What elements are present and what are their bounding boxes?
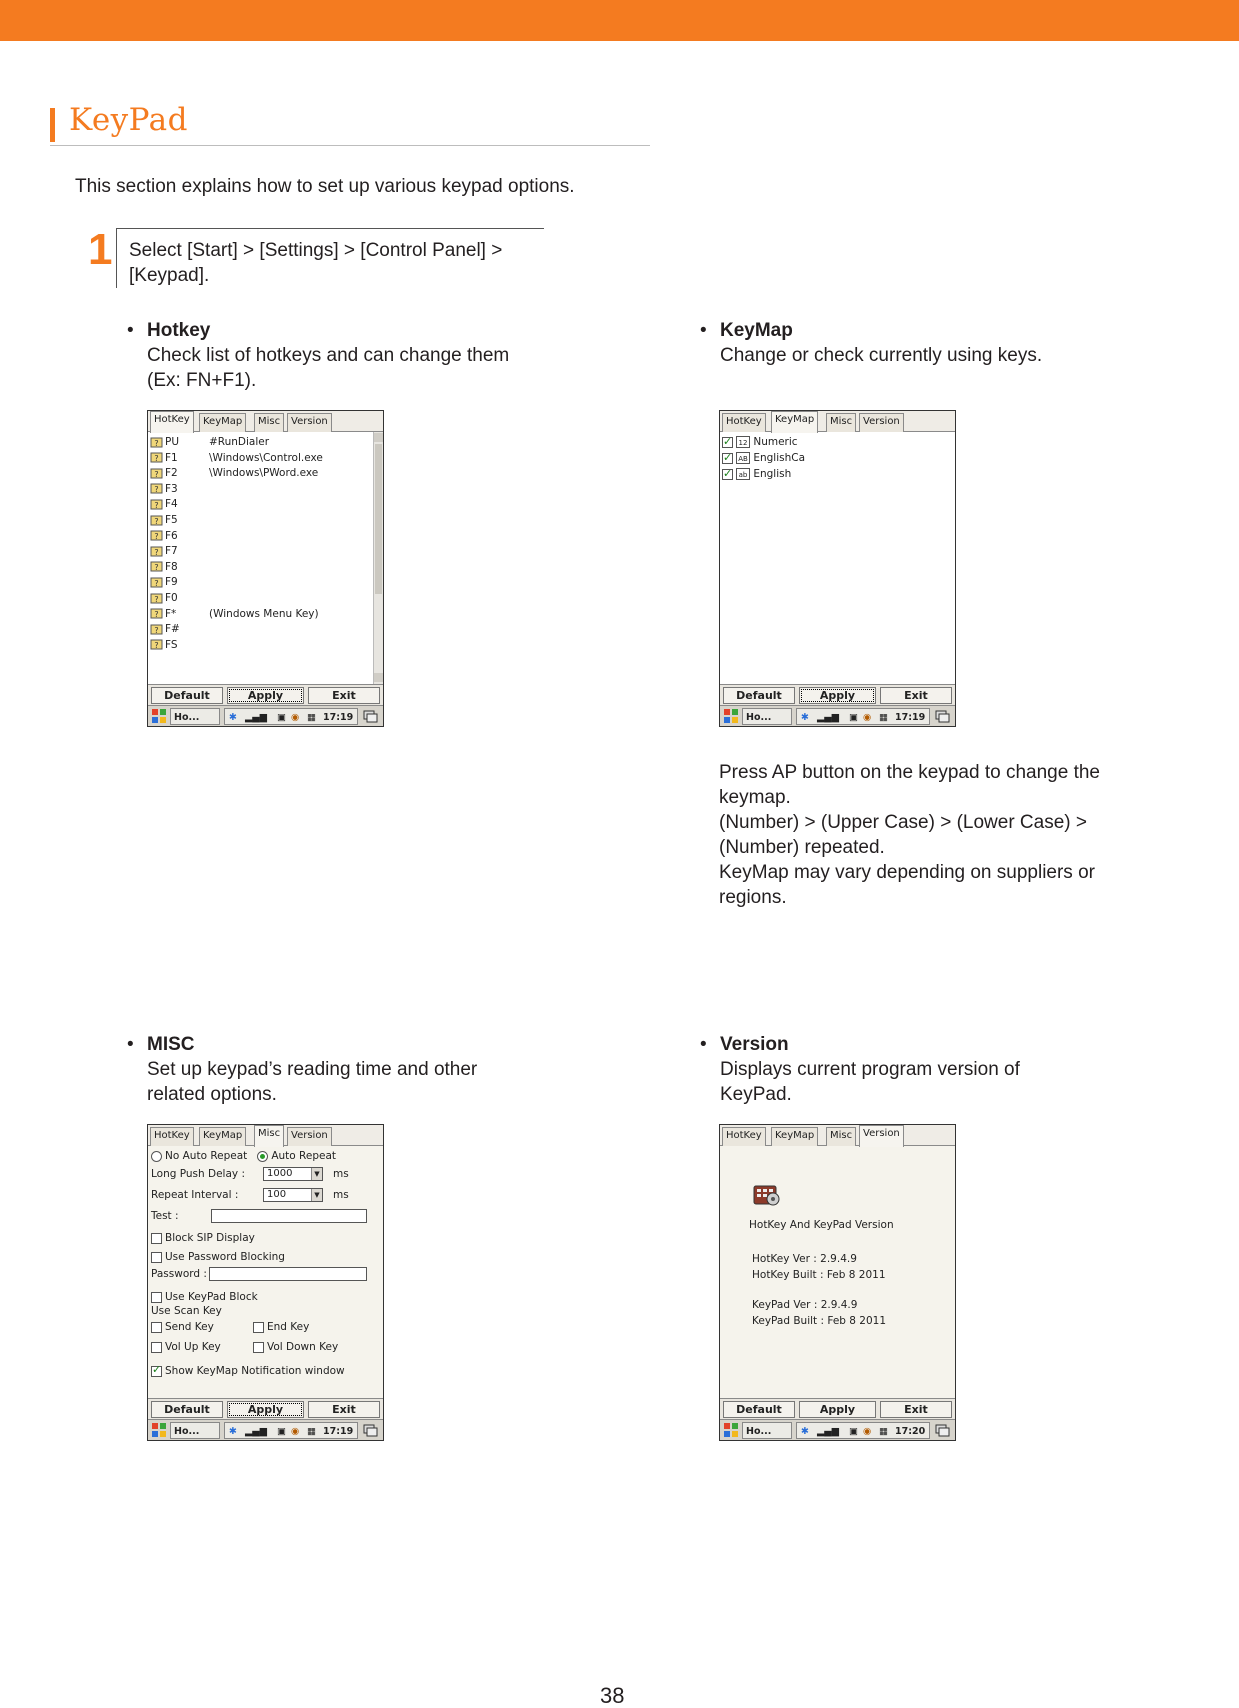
keypad-block-row[interactable] <box>151 1290 258 1304</box>
bullet-desc: Check list of hotkeys and can change them <box>147 345 510 366</box>
keymap-label: EnglishCa <box>753 452 806 464</box>
keymap-checkbox[interactable] <box>722 437 733 448</box>
hotkey-key: F6 <box>165 529 178 542</box>
send-key-checkbox[interactable] <box>151 1322 162 1333</box>
keymap-notification-label: Show KeyMap Notification window <box>165 1365 345 1377</box>
signal-icon: ▂▄▆ <box>245 1426 267 1437</box>
svg-text:?: ? <box>154 547 159 557</box>
hotkey-row[interactable] <box>150 450 323 466</box>
hotkey-list <box>148 432 383 684</box>
tab-keymap[interactable]: KeyMap <box>771 411 818 433</box>
bullet-dot: • <box>700 1034 707 1055</box>
keyboard-icon: ▦ <box>307 712 316 723</box>
hotkey-row[interactable] <box>150 559 209 575</box>
tab-version[interactable]: Version <box>859 1125 904 1147</box>
page-number: 38 <box>600 1683 625 1708</box>
svg-text:?: ? <box>154 625 159 635</box>
taskbar-app-button[interactable]: Ho... <box>170 1422 220 1439</box>
hotkey-row[interactable] <box>150 434 269 450</box>
default-button[interactable]: Default <box>151 687 223 704</box>
hotkey-icon <box>150 514 163 527</box>
svg-text:?: ? <box>154 454 159 464</box>
hotkey-icon <box>150 467 163 480</box>
section-title-text: KeyPad <box>69 102 188 138</box>
hotkey-row[interactable] <box>150 637 209 653</box>
hotkey-key: FS <box>165 638 178 651</box>
keyboard-icon: ▦ <box>879 1426 888 1437</box>
bluetooth-icon: ✱ <box>801 1426 809 1437</box>
hotkey-icon <box>150 545 163 558</box>
hotkey-icon <box>150 498 163 511</box>
keymap-notification-checkbox[interactable] <box>151 1366 162 1377</box>
note-line: KeyMap may vary depending on suppliers or <box>719 862 1095 883</box>
tab-misc[interactable]: Misc <box>826 413 856 432</box>
taskbar-app-button[interactable]: Ho... <box>170 708 220 725</box>
hotkey-key: F3 <box>165 482 178 495</box>
svg-text:?: ? <box>154 532 159 542</box>
hotkey-action: #RunDialer <box>209 436 270 448</box>
hotkey-key: F9 <box>165 576 178 589</box>
keymap-checkbox[interactable] <box>722 469 733 480</box>
hotkey-icon <box>150 607 163 620</box>
dropdown-arrow-icon[interactable]: ▼ <box>311 1168 322 1180</box>
hotkey-key: F7 <box>165 545 178 558</box>
hotkey-icon <box>150 592 163 605</box>
svg-text:?: ? <box>154 641 159 651</box>
hotkey-key: F4 <box>165 498 178 511</box>
misc-settings <box>148 1146 383 1398</box>
block-sip-checkbox[interactable] <box>151 1233 162 1244</box>
bullet-desc: KeyPad. <box>720 1084 792 1105</box>
taskbar <box>148 705 383 726</box>
hotkey-row[interactable] <box>150 543 209 559</box>
hotkey-key: F0 <box>165 592 178 604</box>
clock: 17:19 <box>895 712 926 723</box>
svg-text:?: ? <box>154 594 159 604</box>
battery-icon: ▣ <box>277 1426 286 1437</box>
apply-button[interactable]: Apply <box>799 687 876 704</box>
hotkey-row[interactable] <box>150 621 209 637</box>
password-label: Password : <box>151 1268 207 1280</box>
system-tray <box>796 1422 930 1439</box>
repeat-interval-label: Repeat Interval : <box>151 1189 239 1201</box>
bullet-desc: related options. <box>147 1084 277 1105</box>
keypad-version: KeyPad Ver : 2.9.4.9 <box>752 1299 858 1311</box>
tab-misc[interactable]: Misc <box>826 1127 856 1146</box>
bullet-dot: • <box>127 320 134 341</box>
default-button[interactable]: Default <box>723 687 795 704</box>
bullet-desc: (Ex: FN+F1). <box>147 370 257 391</box>
hotkey-action: \Windows\Control.exe <box>209 451 323 464</box>
send-key-label: Send Key <box>165 1321 214 1333</box>
end-key-label: End Key <box>267 1321 310 1333</box>
step-rule <box>116 228 544 229</box>
windows-start-icon[interactable] <box>151 708 167 724</box>
bullet-desc: Change or check currently using keys. <box>720 345 1043 366</box>
windows-start-icon[interactable] <box>723 1422 739 1438</box>
repeat-interval-row <box>151 1188 349 1202</box>
keymap-notification-row[interactable] <box>151 1364 345 1378</box>
hotkey-row[interactable] <box>150 606 319 622</box>
bullet-version <box>700 1032 1160 1107</box>
bluetooth-icon: ✱ <box>229 712 237 723</box>
keymap-badge-icon: AB <box>736 452 750 464</box>
note-line: (Number) > (Upper Case) > (Lower Case) > <box>719 812 1087 833</box>
password-blocking-checkbox[interactable] <box>151 1252 162 1263</box>
note-line: keymap. <box>719 787 791 808</box>
hotkey-version: HotKey Ver : 2.9.4.9 <box>752 1253 857 1265</box>
bullet-desc: Set up keypad’s reading time and other <box>147 1059 478 1080</box>
keypad-block-checkbox[interactable] <box>151 1292 162 1303</box>
no-auto-repeat-radio[interactable] <box>151 1151 162 1162</box>
long-push-select[interactable] <box>263 1167 323 1181</box>
tab-hotkey[interactable]: HotKey <box>722 413 766 432</box>
keymap-list <box>720 432 955 684</box>
bullet-dot: • <box>700 320 707 341</box>
auto-repeat-label: Auto Repeat <box>271 1150 336 1162</box>
block-sip-row[interactable] <box>151 1231 255 1245</box>
tab-version[interactable]: Version <box>287 413 332 432</box>
vol-up-key-label: Vol Up Key <box>165 1341 221 1353</box>
taskbar-app-button[interactable]: Ho... <box>742 708 792 725</box>
tab-version[interactable]: Version <box>287 1127 332 1146</box>
step-instruction: Select [Start] > [Settings] > [Control Panel] > [Keypad]. <box>129 240 503 286</box>
test-row <box>151 1209 367 1223</box>
system-tray <box>224 708 358 725</box>
camera-icon: ◉ <box>291 712 300 723</box>
hotkey-row[interactable] <box>150 512 209 528</box>
bullet-title: MISC <box>147 1034 195 1055</box>
long-push-value: 1000 <box>267 1168 293 1179</box>
svg-text:?: ? <box>154 485 159 495</box>
hotkey-icon <box>150 482 163 495</box>
password-row <box>151 1267 367 1281</box>
clock: 17:20 <box>895 1426 926 1437</box>
scan-keys-row-1 <box>151 1320 309 1334</box>
hotkey-icon <box>150 451 163 464</box>
no-auto-repeat-label: No Auto Repeat <box>165 1150 248 1162</box>
hotkey-key: F2 <box>165 467 178 480</box>
taskbar <box>148 1419 383 1440</box>
keymap-item[interactable] <box>722 466 791 482</box>
vol-down-key-checkbox[interactable] <box>253 1342 264 1353</box>
button-bar <box>720 684 955 705</box>
top-orange-bar <box>0 0 1239 41</box>
default-button[interactable]: Default <box>151 1401 223 1418</box>
tab-keymap[interactable]: KeyMap <box>771 1127 818 1146</box>
repeat-interval-value: 100 <box>267 1189 287 1200</box>
hotkey-icon <box>150 623 163 636</box>
hotkey-key: F8 <box>165 560 178 573</box>
tab-bar <box>148 1125 383 1146</box>
test-input[interactable] <box>211 1209 367 1223</box>
bluetooth-icon: ✱ <box>229 1426 237 1437</box>
vol-down-key-label: Vol Down Key <box>267 1341 339 1353</box>
app-icon <box>752 1180 782 1208</box>
bluetooth-icon: ✱ <box>801 712 809 723</box>
taskbar-app-button[interactable]: Ho... <box>742 1422 792 1439</box>
scroll-down-icon[interactable] <box>374 673 383 682</box>
system-tray <box>224 1422 358 1439</box>
hotkey-key: F* <box>165 607 177 620</box>
screenshot-version <box>719 1124 956 1441</box>
scan-key-heading: Use Scan Key <box>151 1305 222 1317</box>
keymap-badge-icon: 12 <box>736 436 750 448</box>
dropdown-arrow-icon[interactable]: ▼ <box>311 1189 322 1201</box>
svg-text:?: ? <box>154 500 159 510</box>
desktop-icon[interactable] <box>934 1422 950 1438</box>
unit-label: ms <box>333 1168 349 1180</box>
keymap-checkbox[interactable] <box>722 453 733 464</box>
windows-start-icon[interactable] <box>151 1422 167 1438</box>
camera-icon: ◉ <box>863 1426 872 1437</box>
test-label: Test : <box>151 1210 179 1222</box>
taskbar <box>720 1419 955 1440</box>
section-title <box>50 100 650 146</box>
password-blocking-row[interactable] <box>151 1250 285 1264</box>
tab-keymap[interactable]: KeyMap <box>199 413 246 432</box>
tab-version[interactable]: Version <box>859 413 904 432</box>
tab-bar <box>720 1125 955 1146</box>
camera-icon: ◉ <box>863 712 872 723</box>
apply-button[interactable]: Apply <box>227 1401 304 1418</box>
camera-icon: ◉ <box>291 1426 300 1437</box>
repeat-interval-select[interactable] <box>263 1188 323 1202</box>
end-key-checkbox[interactable] <box>253 1322 264 1333</box>
exit-button[interactable]: Exit <box>880 687 952 704</box>
desktop-icon[interactable] <box>362 1422 378 1438</box>
svg-text:?: ? <box>154 578 159 588</box>
hotkey-key: F5 <box>165 514 178 526</box>
system-tray <box>796 708 930 725</box>
desktop-icon[interactable] <box>362 708 378 724</box>
bullet-title: KeyMap <box>720 320 793 341</box>
apply-button[interactable]: Apply <box>227 687 304 704</box>
version-info <box>720 1146 955 1398</box>
scroll-thumb[interactable] <box>375 444 382 594</box>
hotkey-row[interactable] <box>150 465 318 481</box>
screenshot-hotkey <box>147 410 384 727</box>
scan-keys-row-2 <box>151 1340 338 1354</box>
version-heading: HotKey And KeyPad Version <box>749 1219 894 1231</box>
hotkey-icon <box>150 560 163 573</box>
hotkey-row[interactable] <box>150 481 209 497</box>
keymap-label: Numeric <box>753 436 798 448</box>
long-push-label: Long Push Delay : <box>151 1168 245 1180</box>
bullet-misc <box>127 1032 587 1107</box>
hotkey-icon <box>150 529 163 542</box>
signal-icon: ▂▄▆ <box>817 712 839 723</box>
svg-text:?: ? <box>154 438 159 448</box>
hotkey-row[interactable] <box>150 574 209 590</box>
exit-button[interactable]: Exit <box>308 687 380 704</box>
taskbar <box>720 705 955 726</box>
exit-button[interactable]: Exit <box>880 1401 952 1418</box>
hotkey-action: \Windows\PWord.exe <box>209 467 319 480</box>
desktop-icon[interactable] <box>934 708 950 724</box>
clock: 17:19 <box>323 712 354 723</box>
windows-start-icon[interactable] <box>723 708 739 724</box>
keypad-built: KeyPad Built : Feb 8 2011 <box>752 1315 887 1327</box>
repeat-mode-row <box>151 1149 336 1163</box>
intro-text: This section explains how to set up various keypad options. <box>75 176 575 197</box>
svg-text:?: ? <box>154 563 159 573</box>
button-bar <box>148 1398 383 1419</box>
long-push-row <box>151 1167 349 1181</box>
hotkey-key: PU <box>165 436 180 448</box>
signal-icon: ▂▄▆ <box>817 1426 839 1437</box>
vol-up-key-checkbox[interactable] <box>151 1342 162 1353</box>
keypad-block-label: Use KeyPad Block <box>165 1291 258 1303</box>
keymap-badge-icon: ab <box>736 468 750 480</box>
scroll-up-icon[interactable] <box>374 433 383 442</box>
signal-icon: ▂▄▆ <box>245 712 267 723</box>
bullet-dot: • <box>127 1034 134 1055</box>
button-bar <box>148 684 383 705</box>
screenshot-misc <box>147 1124 384 1441</box>
battery-icon: ▣ <box>849 1426 858 1437</box>
step-number: 1 <box>88 225 113 274</box>
bullet-keymap <box>700 318 1160 368</box>
auto-repeat-radio[interactable] <box>257 1151 268 1162</box>
svg-text:?: ? <box>154 469 159 479</box>
exit-button[interactable]: Exit <box>308 1401 380 1418</box>
button-bar <box>720 1398 955 1419</box>
default-button[interactable]: Default <box>723 1401 795 1418</box>
password-blocking-label: Use Password Blocking <box>165 1251 285 1263</box>
bullet-title: Hotkey <box>147 320 211 341</box>
bullet-desc: Displays current program version of <box>720 1059 1020 1080</box>
tab-bar <box>720 411 955 432</box>
hotkey-row[interactable] <box>150 496 209 512</box>
hotkey-icon <box>150 436 163 449</box>
tab-keymap[interactable]: KeyMap <box>199 1127 246 1146</box>
note-line: (Number) repeated. <box>719 837 885 858</box>
tab-misc[interactable]: Misc <box>254 413 284 432</box>
tab-hotkey[interactable]: HotKey <box>150 411 194 433</box>
password-input[interactable] <box>209 1267 367 1281</box>
bullet-hotkey <box>127 318 587 393</box>
tab-misc[interactable]: Misc <box>254 1125 284 1147</box>
bullet-title: Version <box>720 1034 789 1055</box>
unit-label: ms <box>333 1189 349 1201</box>
battery-icon: ▣ <box>849 712 858 723</box>
apply-button[interactable]: Apply <box>799 1401 876 1418</box>
battery-icon: ▣ <box>277 712 286 723</box>
clock: 17:19 <box>323 1426 354 1437</box>
tab-hotkey[interactable]: HotKey <box>722 1127 766 1146</box>
keymap-item[interactable] <box>722 434 798 450</box>
hotkey-key: F1 <box>165 451 178 464</box>
hotkey-icon <box>150 638 163 651</box>
svg-text:?: ? <box>154 516 159 526</box>
keyboard-icon: ▦ <box>879 712 888 723</box>
block-sip-label: Block SIP Display <box>165 1232 255 1244</box>
hotkey-icon <box>150 576 163 589</box>
keyboard-icon: ▦ <box>307 1426 316 1437</box>
hotkey-action: (Windows Menu Key) <box>209 607 319 620</box>
svg-text:?: ? <box>154 610 159 620</box>
title-accent-bar <box>50 108 55 142</box>
hotkey-row[interactable] <box>150 528 209 544</box>
step-vertical-rule <box>116 228 117 288</box>
scrollbar[interactable] <box>373 432 383 684</box>
keymap-note <box>719 760 1149 910</box>
tab-hotkey[interactable]: HotKey <box>150 1127 194 1146</box>
hotkey-key: F# <box>165 623 180 636</box>
tab-bar <box>148 411 383 432</box>
hotkey-built: HotKey Built : Feb 8 2011 <box>752 1269 886 1281</box>
screenshot-keymap <box>719 410 956 727</box>
keymap-label: English <box>753 468 792 480</box>
note-line: regions. <box>719 887 787 908</box>
note-line: Press AP button on the keypad to change the <box>719 762 1100 783</box>
hotkey-row[interactable] <box>150 590 209 606</box>
keymap-item[interactable] <box>722 450 805 466</box>
